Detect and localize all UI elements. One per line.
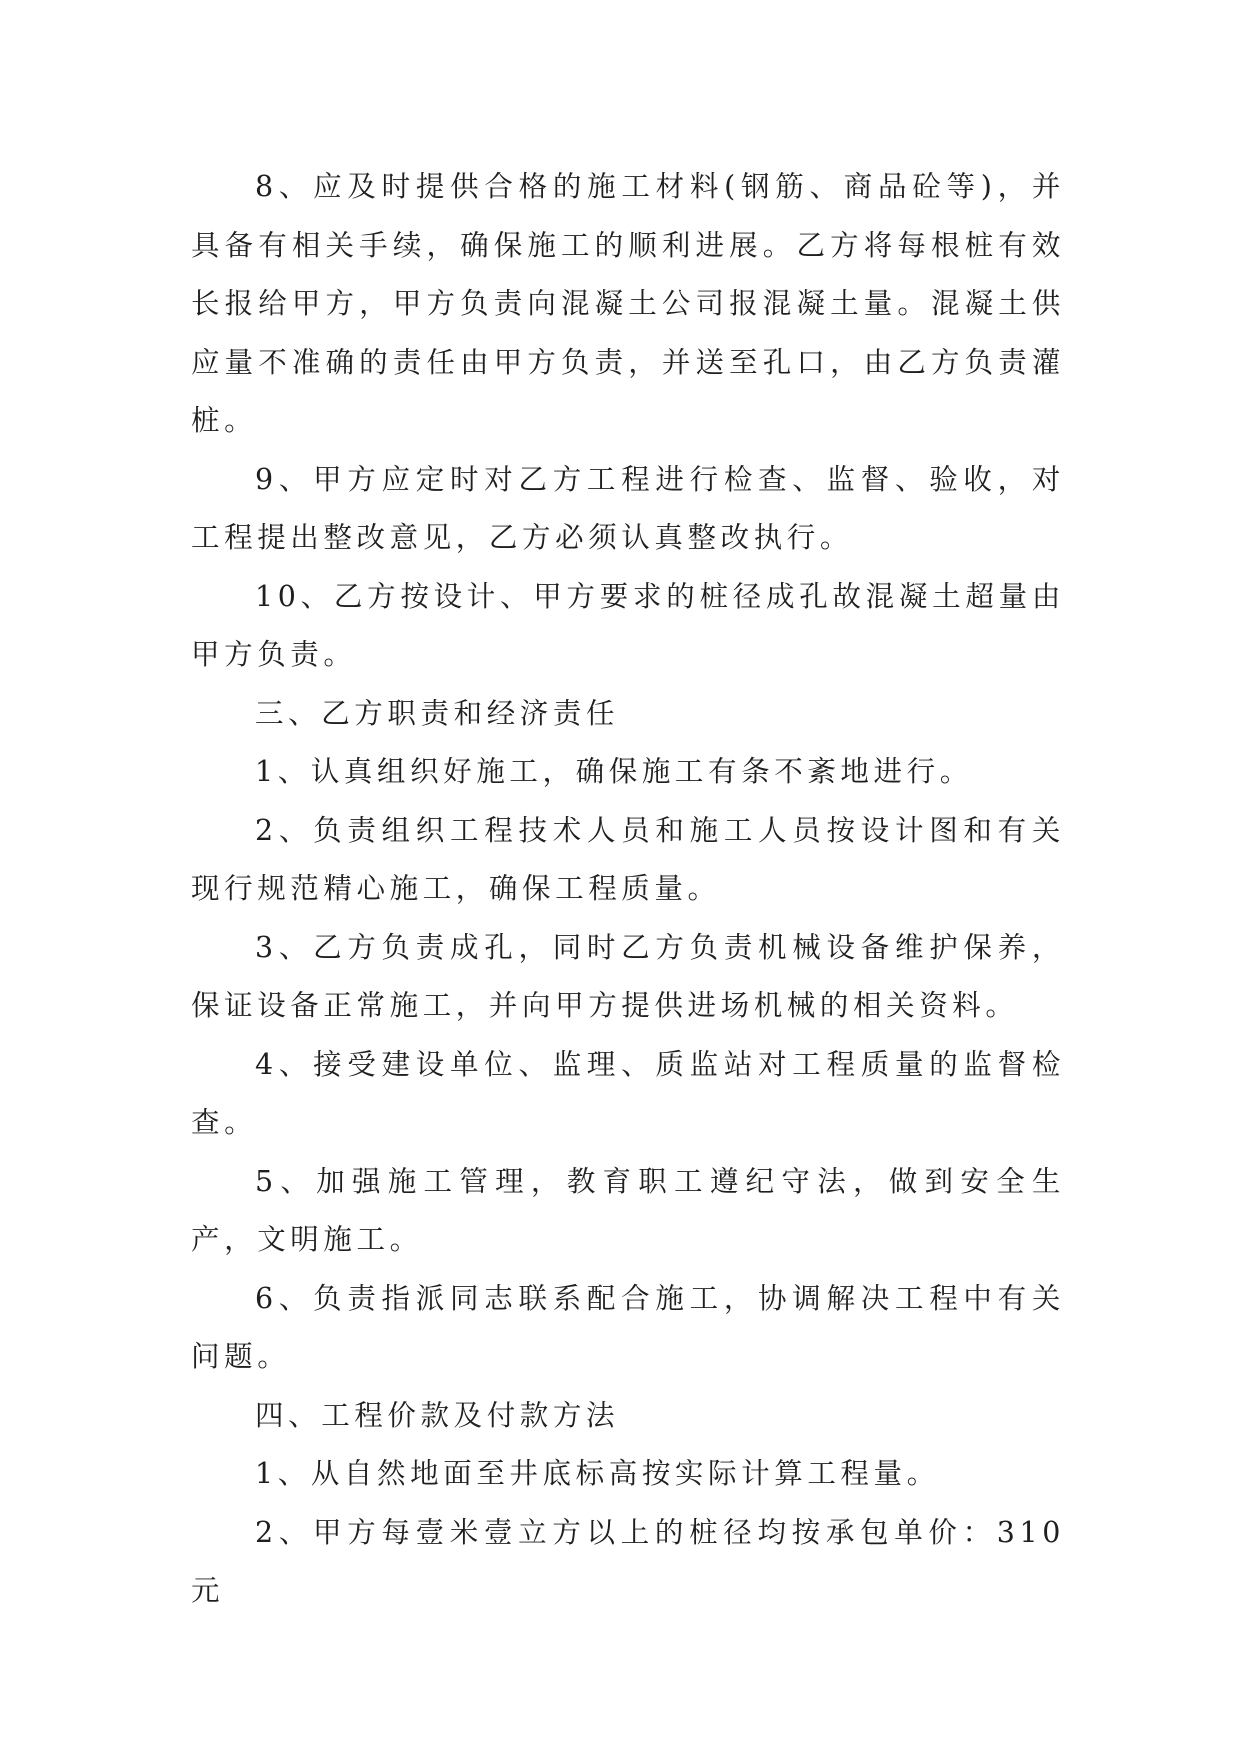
- paragraph-b6-coordination: 6、负责指派同志联系配合施工，协调解决工程中有关问题。: [191, 1281, 1065, 1373]
- paragraph-b3-drilling: 3、乙方负责成孔，同时乙方负责机械设备维护保养，保证设备正常施工，并向甲方提供进场机械的相关资料。: [191, 930, 1065, 1022]
- paragraph-b1-organize: 1、认真组织好施工，确保施工有条不紊地进行。: [255, 755, 973, 788]
- document-body: [191, 158, 1065, 1621]
- section-heading-4-payment: 四、工程价款及付款方法: [255, 1398, 620, 1432]
- section-heading-3-party-b-duties: 三、乙方职责和经济责任: [255, 696, 620, 730]
- paragraph-p2-unit-price: 2、甲方每壹米壹立方以上的桩径均按承包单价：310元: [191, 1515, 1065, 1607]
- paragraph-b4-supervision: 4、接受建设单位、监理、质监站对工程质量的监督检查。: [191, 1047, 1065, 1139]
- paragraph-8-supply-materials: 8、应及时提供合格的施工材料(钢筋、商品砼等)，并具备有相关手续，确保施工的顺利进展。乙方将每根桩有效长报给甲方，甲方负责向混凝土公司报混凝土量。混凝土供应量不准确的责任由甲方负责，并送至孔口，由乙方负责灌桩。: [191, 170, 1065, 437]
- paragraph-p1-quantity: 1、从自然地面至井底标高按实际计算工程量。: [255, 1457, 940, 1490]
- paragraph-9-inspection: 9、甲方应定时对乙方工程进行检查、监督、验收，对工程提出整改意见，乙方必须认真整改执行。: [191, 462, 1065, 554]
- paragraph-b5-management: 5、加强施工管理，教育职工遵纪守法，做到安全生产，文明施工。: [191, 1164, 1065, 1256]
- paragraph-b2-technical-staff: 2、负责组织工程技术人员和施工人员按设计图和有关现行规范精心施工，确保工程质量。: [191, 813, 1065, 905]
- paragraph-10-pile-diameter: 10、乙方按设计、甲方要求的桩径成孔故混凝土超量由甲方负责。: [191, 579, 1065, 671]
